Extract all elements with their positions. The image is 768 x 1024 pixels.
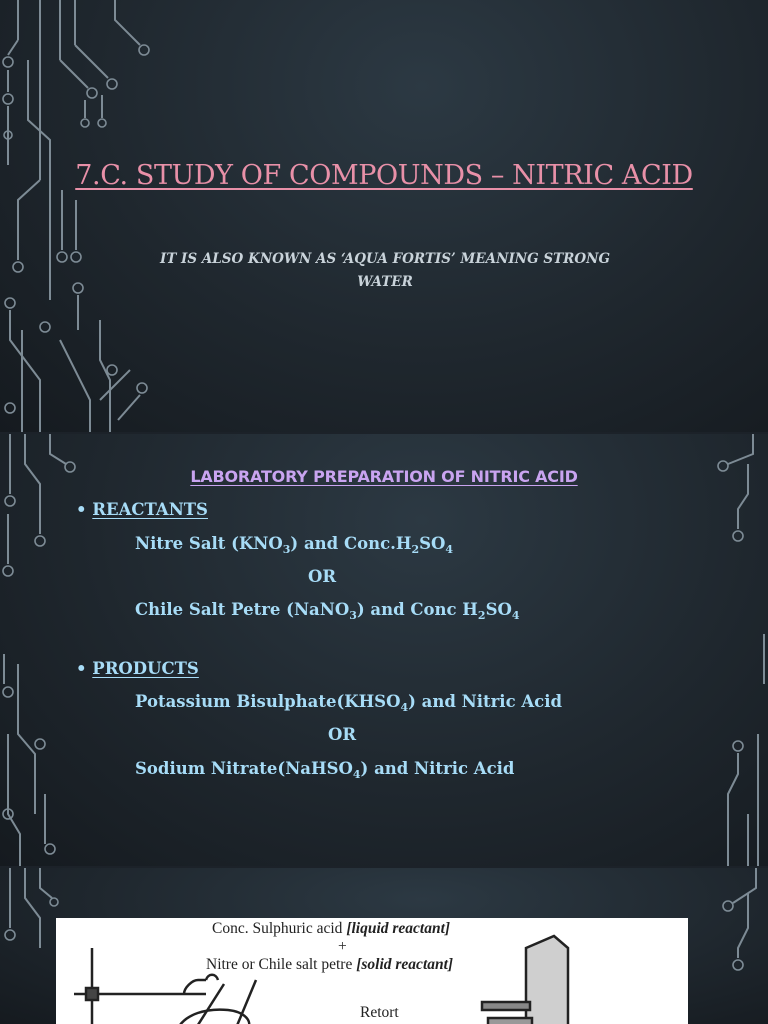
circuit-decoration-left — [0, 868, 60, 1024]
diagram-label-plus: + — [338, 938, 347, 955]
apparatus-diagram — [56, 918, 688, 1024]
bullet-glyph: • — [76, 659, 87, 678]
diagram-label-acid: Conc. Sulphuric acid [liquid reactant] — [212, 920, 451, 937]
slide-lab-preparation — [0, 434, 768, 866]
bullet-glyph: • — [76, 500, 87, 519]
reactant-line-2: Chile Salt Petre (NaNO$_3$) and Conc $H_2SO_4$ — [135, 600, 520, 622]
or-separator-1: OR — [308, 567, 337, 586]
reactants-bullet — [76, 500, 208, 519]
product-line-1: Potassium $Bisulphate(KHSO_4)$ and Nitric Acid — [135, 692, 563, 714]
circuit-decoration-right — [708, 868, 768, 1024]
or-separator-2: OR — [328, 725, 357, 744]
slide-title — [0, 0, 768, 432]
diagram-label-retort: Retort — [360, 1004, 399, 1021]
circuit-decoration-left — [0, 434, 80, 866]
reactant-line-1: Nitre Salt $(KNO_3)$ and $Conc.H_2SO_4$ — [135, 534, 454, 556]
diagram-label-salt: Nitre or Chile salt petre [solid reactant] — [206, 956, 454, 973]
page-title: 7.C. STUDY OF COMPOUNDS – NITRIC ACID — [75, 160, 693, 191]
products-label: PRODUCTS — [92, 659, 199, 678]
products-bullet — [76, 659, 199, 678]
product-line-2: Sodium Nitrate(NaHSO$_4$) and Nitric Acid — [135, 759, 515, 781]
reactants-label: REACTANTS — [92, 500, 208, 519]
circuit-decoration-right — [708, 434, 768, 866]
circuit-decoration-left — [0, 0, 160, 432]
apparatus-drawing — [56, 918, 688, 1024]
slide-apparatus — [0, 868, 768, 1024]
section-heading: LABORATORY PREPARATION OF NITRIC ACID — [190, 467, 578, 486]
subtitle: IT IS ALSO KNOWN AS ‘AQUA FORTIS’ MEANING STRONG WATER — [160, 251, 610, 290]
